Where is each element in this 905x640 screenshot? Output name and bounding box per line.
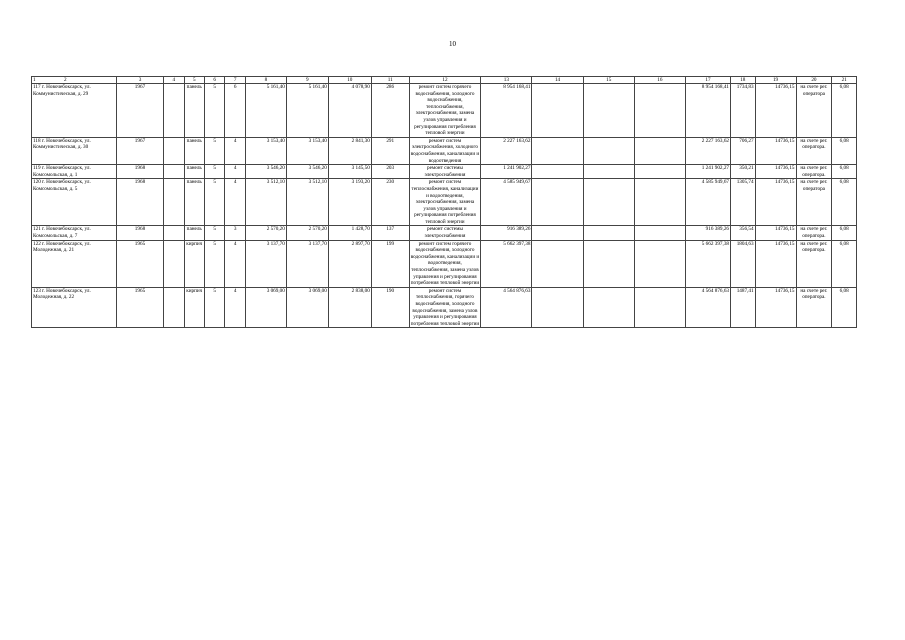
cell-year: 1968 <box>116 226 163 240</box>
cell-area-living: 3 512,10 <box>286 179 328 226</box>
cell-entrances: 3 <box>225 226 245 240</box>
cell-area-total: 3 512,10 <box>245 179 286 226</box>
row-number: 120 <box>33 179 41 186</box>
cell-residents: 137 <box>371 226 409 240</box>
cell-residents: 230 <box>371 179 409 226</box>
cell-max-cost: 14736,15 <box>755 84 796 138</box>
cell-cost-total: 1 241 902,27 <box>481 165 532 179</box>
row-number: 118 <box>33 137 41 144</box>
cell-c21: 6,08 <box>832 84 857 138</box>
cell-residents: 203 <box>371 165 409 179</box>
cell-floors: 5 <box>204 84 224 138</box>
house-address: г. Новочебоксарск, ул. Коммунистическая, д. 30 <box>33 137 91 151</box>
cell-floors: 5 <box>204 165 224 179</box>
cell-material: панель <box>184 165 204 179</box>
header-cell-13: 13 <box>481 77 532 84</box>
table-row <box>32 226 857 240</box>
cell-c14 <box>532 165 583 179</box>
cell-year: 1965 <box>116 287 163 328</box>
cell-c4 <box>164 240 184 287</box>
cell-c21: 6,08 <box>832 179 857 226</box>
cell-c16 <box>634 84 685 138</box>
cell-cost-owners: 5 662 397,38 <box>685 240 730 287</box>
cell-area-living: 5 161,40 <box>286 84 328 138</box>
cell-works: ремонт систем теплоснабжения, горячего водоснабжения, холодного водоснабжения, замена узлов управления и регулирования потребления тепловой энергии <box>410 287 480 327</box>
cell-cost-owners: 4 564 876,63 <box>685 287 730 328</box>
cell-fund-method: на счете рег. оператора. <box>796 137 832 164</box>
header-cell-10: 10 <box>328 77 371 84</box>
cell-entrances: 4 <box>225 240 245 287</box>
house-address: г. Новочебоксарск, ул. Молодежная, д. 21 <box>33 240 91 254</box>
header-cell-6: 6 <box>204 77 224 84</box>
cell-fund-method: на счете рег. оператора. <box>796 226 832 240</box>
cell-residents: 190 <box>371 287 409 328</box>
header-cell-19: 19 <box>755 77 796 84</box>
table-row <box>32 165 857 179</box>
cell-area-living: 3 153,40 <box>286 137 328 164</box>
cell-cost-per-m2: 1804,63 <box>731 240 756 287</box>
row-number: 121 <box>33 226 41 233</box>
header-cell-14: 14 <box>532 77 583 84</box>
cell-c16 <box>634 179 685 226</box>
cell-c21: 6,08 <box>832 240 857 287</box>
cell-material: панель <box>184 137 204 164</box>
cell-area-living: 3 546,20 <box>286 165 328 179</box>
page-number: 10 <box>449 40 456 48</box>
cell-c15 <box>583 226 634 240</box>
cell-floors: 5 <box>204 179 224 226</box>
cell-year: 1965 <box>116 240 163 287</box>
house-address: г. Новочебоксарск, ул. Комсомольская, д. 1 <box>33 165 91 178</box>
cell-max-cost: 14736,15 <box>755 137 796 164</box>
cell-cost-per-m2: 1487,41 <box>731 287 756 328</box>
cell-material: панель <box>184 226 204 240</box>
cell-c4 <box>164 179 184 226</box>
header-cell-8: 8 <box>245 77 286 84</box>
cell-entrances: 6 <box>225 84 245 138</box>
cell-area-private: 2 838,00 <box>328 287 371 328</box>
cell-area-private: 3 145,50 <box>328 165 371 179</box>
cell-c15 <box>583 287 634 328</box>
address-cell <box>32 137 117 164</box>
header-cell-2: 2 <box>64 77 67 83</box>
cell-area-private: 4 078,90 <box>328 84 371 138</box>
cell-cost-owners: 8 954 168,41 <box>685 84 730 138</box>
cell-works: ремонт систем электроснабжения, холодного водоснабжения, канализации и водоотведения <box>410 137 480 164</box>
cell-area-living: 3 069,00 <box>286 287 328 328</box>
cell-c14 <box>532 287 583 328</box>
cell-fund-method: на счете рег. оператора. <box>796 240 832 287</box>
cell-c21: 6,08 <box>832 165 857 179</box>
header-cell-21: 21 <box>832 77 857 84</box>
cell-area-total: 5 161,40 <box>245 84 286 138</box>
cell-residents: 291 <box>371 137 409 164</box>
cell-year: 1967 <box>116 137 163 164</box>
cell-c15 <box>583 137 634 164</box>
house-address: г. Новочебоксарск, ул. Комсомольская, д. 7 <box>33 226 91 240</box>
header-cell-12: 12 <box>409 77 481 84</box>
cell-area-total: 2 570,20 <box>245 226 286 240</box>
cell-entrances: 4 <box>225 287 245 328</box>
cell-c21: 6,08 <box>832 137 857 164</box>
cell-c16 <box>634 165 685 179</box>
table-row <box>32 240 857 287</box>
cell-entrances: 4 <box>225 179 245 226</box>
cell-c4 <box>164 137 184 164</box>
cell-fund-method: на счете рег. оператора <box>796 84 832 138</box>
cell-works: ремонт системы электроснабжения <box>409 165 481 179</box>
cell-area-private: 2 841,30 <box>328 137 371 164</box>
cell-cost-owners: 4 585 949,67 <box>685 179 730 226</box>
cell-cost-owners: 916 389,26 <box>685 226 730 240</box>
address-cell <box>32 240 117 287</box>
header-cell-4: 4 <box>164 77 184 84</box>
cell-c16 <box>634 240 685 287</box>
cell-material: кирпич <box>184 240 204 287</box>
cell-c14 <box>532 84 583 138</box>
address-cell <box>32 179 117 226</box>
cell-max-cost: 14736,15 <box>755 179 796 226</box>
cell-works: ремонт систем теплоснабжения, канализации и водоотведения, электроснабжения, замена узлов управления и регулирования потребления тепловой энергии <box>409 179 481 226</box>
cell-floors: 5 <box>204 137 224 164</box>
cell-c14 <box>532 179 583 226</box>
row-number: 122 <box>33 240 41 247</box>
cell-cost-per-m2: 706,27 <box>731 137 756 164</box>
cell-area-total: 3 137,70 <box>245 240 286 287</box>
cell-area-private: 3 193,20 <box>328 179 371 226</box>
house-address: г. Новочебоксарск, ул. Молодежная, д. 22 <box>33 287 91 301</box>
header-cell-18: 18 <box>731 77 756 84</box>
cell-area-living: 3 137,70 <box>286 240 328 287</box>
address-cell <box>32 84 117 138</box>
address-cell <box>32 226 117 240</box>
header-cell <box>32 77 117 84</box>
cell-area-total: 3 153,40 <box>245 137 286 164</box>
house-address: г. Новочебоксарск, ул. Комсомольская, д. 5 <box>33 179 91 192</box>
row-number: 123 <box>33 287 41 294</box>
house-address: г. Новочебоксарск, ул. Коммунистическая, д. 29 <box>33 84 91 97</box>
cell-fund-method: на счете рег. оператора. <box>796 287 832 328</box>
cell-cost-per-m2: 1305,74 <box>731 179 756 226</box>
cell-c15 <box>583 240 634 287</box>
table-row <box>32 287 857 328</box>
cell-material: кирпич <box>184 287 204 328</box>
cell-cost-total: 4 564 876,63 <box>481 287 532 328</box>
cell-fund-method: на счете рег. оператора <box>796 179 832 226</box>
header-cell-3: 3 <box>116 77 163 84</box>
header-cell-7: 7 <box>225 77 245 84</box>
cell-cost-total: 8 954 168,41 <box>481 84 532 138</box>
header-cell-11: 11 <box>371 77 409 84</box>
cell-c14 <box>532 240 583 287</box>
cell-cost-total: 5 662 397,38 <box>481 240 532 287</box>
cell-c14 <box>532 226 583 240</box>
cell-c16 <box>634 287 685 328</box>
cell-floors: 5 <box>204 240 224 287</box>
cell-area-total: 3 546,20 <box>245 165 286 179</box>
header-cell-15: 15 <box>583 77 634 84</box>
cell-floors: 5 <box>204 287 224 328</box>
cell-material: панель <box>184 84 204 138</box>
cell-material: панель <box>184 179 204 226</box>
cell-year: 1967 <box>116 84 163 138</box>
header-cell-20: 20 <box>796 77 832 84</box>
table-row <box>32 84 857 138</box>
cell-c16 <box>634 226 685 240</box>
cell-cost-per-m2: 1734,83 <box>731 84 756 138</box>
address-cell <box>32 165 117 179</box>
cell-cost-owners: 1 241 902,27 <box>685 165 730 179</box>
cell-c4 <box>164 226 184 240</box>
cell-cost-per-m2: 356,54 <box>731 226 756 240</box>
cell-works: ремонт систем горячего водоснабжения, холодного водоснабжения, канализации и водоотведения, теплоснабжения, замена узлов управления и регулирования потребления тепловой энергии <box>410 240 480 287</box>
header-cell-16: 16 <box>634 77 685 84</box>
cell-cost-owners: 2 227 163,62 <box>685 137 730 164</box>
cell-entrances: 4 <box>225 165 245 179</box>
cell-area-total: 3 069,00 <box>245 287 286 328</box>
cell-floors: 5 <box>204 226 224 240</box>
header-cell-1: 1 <box>33 77 36 83</box>
cell-residents: 199 <box>371 240 409 287</box>
cell-c15 <box>583 84 634 138</box>
cell-area-private: 2 897,70 <box>328 240 371 287</box>
header-row <box>32 77 857 84</box>
cell-cost-total: 916 389,26 <box>481 226 532 240</box>
cell-max-cost: 14736,15 <box>755 165 796 179</box>
header-cell-5: 5 <box>184 77 204 84</box>
table-row <box>32 137 857 164</box>
capital-repair-register-table <box>31 76 857 328</box>
cell-c21: 6,08 <box>832 287 857 328</box>
cell-area-private: 1 428,70 <box>328 226 371 240</box>
header-cell-9: 9 <box>286 77 328 84</box>
cell-max-cost: 14736,15 <box>755 287 796 328</box>
row-number: 119 <box>33 165 41 172</box>
cell-year: 1968 <box>116 179 163 226</box>
cell-c4 <box>164 84 184 138</box>
cell-year: 1968 <box>116 165 163 179</box>
cell-works: ремонт системы электроснабжения <box>409 226 481 240</box>
cell-cost-total: 4 585 949,67 <box>481 179 532 226</box>
cell-c21: 6,08 <box>832 226 857 240</box>
cell-c15 <box>583 165 634 179</box>
cell-c4 <box>164 165 184 179</box>
address-cell <box>32 287 117 328</box>
cell-max-cost: 14736,15 <box>755 226 796 240</box>
cell-c15 <box>583 179 634 226</box>
cell-residents: 286 <box>371 84 409 138</box>
cell-fund-method: на счете рег. оператора. <box>796 165 832 179</box>
cell-max-cost: 14736,15 <box>755 240 796 287</box>
cell-entrances: 4 <box>225 137 245 164</box>
cell-c4 <box>164 287 184 328</box>
cell-cost-total: 2 227 163,62 <box>481 137 532 164</box>
cell-area-living: 2 570,20 <box>286 226 328 240</box>
header-cell-17: 17 <box>685 77 730 84</box>
cell-c14 <box>532 137 583 164</box>
row-number: 117 <box>33 84 41 90</box>
table-row <box>32 179 857 226</box>
cell-cost-per-m2: 350,21 <box>731 165 756 179</box>
cell-c16 <box>634 137 685 164</box>
cell-works: ремонт систем горячего водоснабжения, холодного водоснабжения, теплоснабжения, электроснабжения, замена узлов управления и регулирования потребления тепловой энергии <box>409 84 481 138</box>
